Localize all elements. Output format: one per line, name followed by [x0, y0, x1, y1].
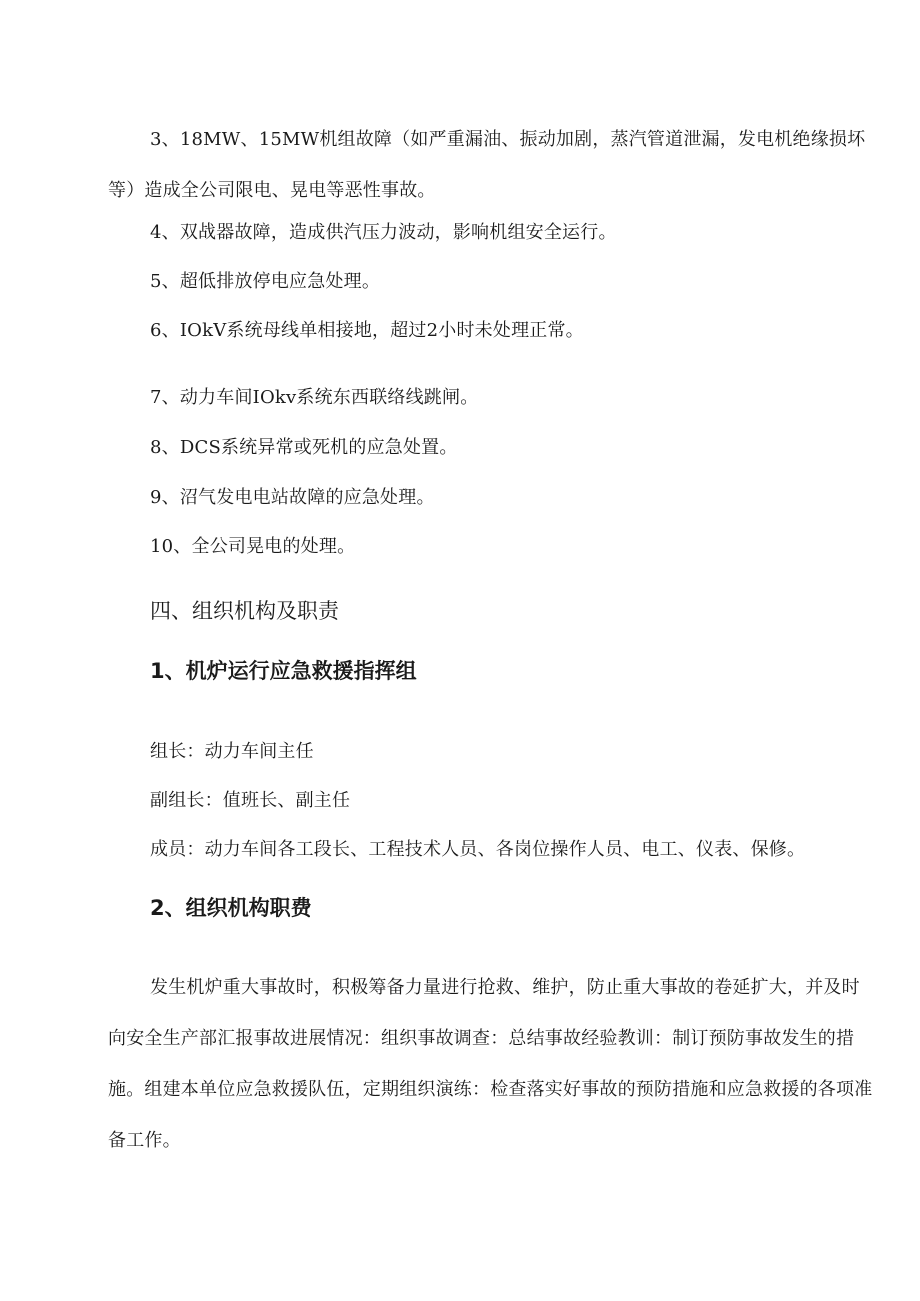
list-item-3: 3、18MW、15MW机组故障（如严重漏油、振动加剧，蒸汽管道泄漏，发电机绝缘损坏等）造成全公司限电、晃电等恶性事故。: [108, 129, 866, 201]
list-item-10: 10、全公司晃电的处理。: [150, 536, 356, 557]
duties-paragraph: 发生机炉重大事故时，积极筹备力量进行抢救、维护，防止重大事故的卷延扩大，并及时向安全生产部汇报事故进展情况：组织事故调查：总结事故经验教训：制订预防事故发生的措施。组建本单位应急救援队伍，定期组织演练：检查落实好事故的预防措施和应急救援的各项准备工作。: [108, 977, 873, 1151]
list-item-4: 4、双战器故障，造成供汽压力波动，影响机组安全运行。: [150, 222, 617, 243]
subsection-heading-command-group: 1、机炉运行应急救援指挥组: [150, 659, 417, 683]
section-heading: 四、组织机构及职责: [150, 599, 339, 623]
list-item-8: 8、DCS系统异常或死机的应急处置。: [150, 437, 458, 458]
list-item-9: 9、沼气发电电站故障的应急处理。: [150, 487, 435, 508]
leader-line: 组长：动力车间主任: [150, 741, 314, 762]
list-item-6: 6、IOkV系统母线单相接地，超过2小时未处理正常。: [150, 320, 584, 341]
list-item-7: 7、动力车间IOkv系统东西联络线跳闸。: [150, 387, 479, 408]
members-line: 成员：动力车间各工段长、工程技术人员、各岗位操作人员、电工、仪表、保修。: [150, 839, 806, 860]
deputy-leader-line: 副组长：值班长、副主任: [150, 790, 351, 811]
list-item-5: 5、超低排放停电应急处理。: [150, 271, 381, 292]
subsection-heading-duties: 2、组织机构职费: [150, 896, 312, 920]
